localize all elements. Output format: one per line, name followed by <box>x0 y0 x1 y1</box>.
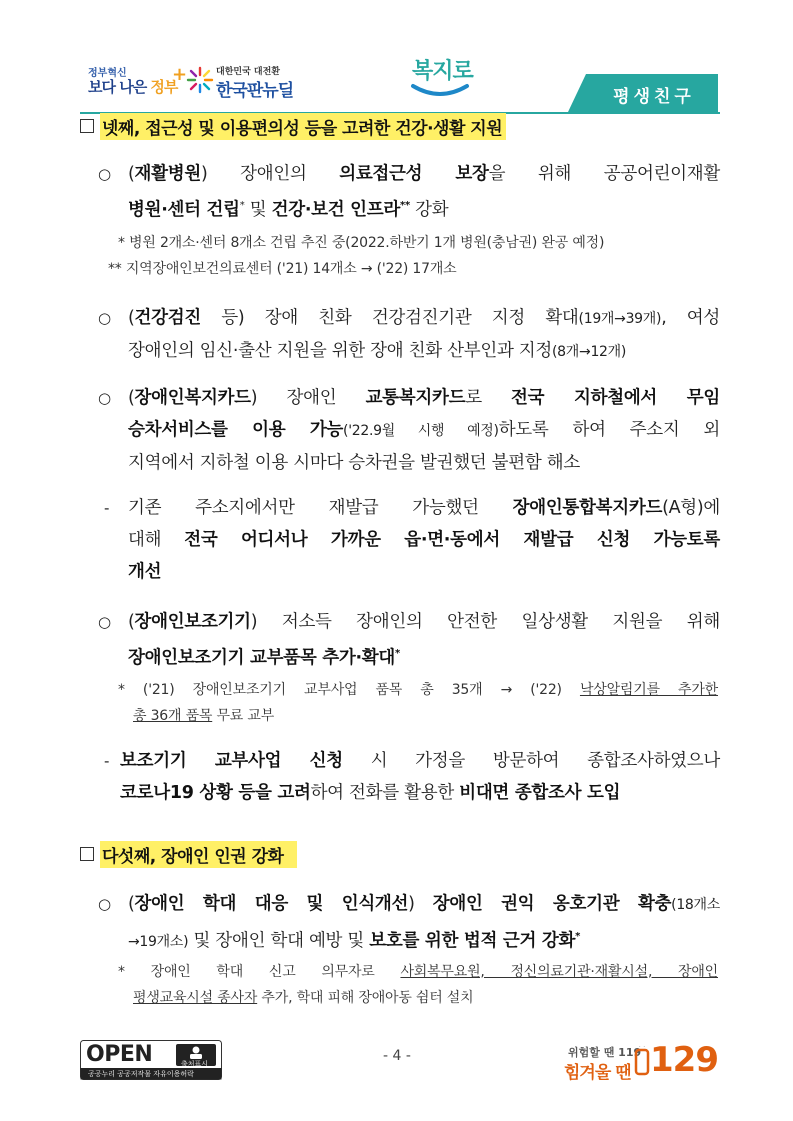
open-license-badge: OPEN 출처표시 공공누리 공공저작물 자유이용허락 <box>80 1040 222 1080</box>
item-welfare-card: ○ (장애인복지카드) 장애인 교통복지카드로 전국 지하철에서 무임 승차서비스를 이용 가능('22.9월 시행 예정)하도록 하여 주소지 외 지역에서 지하철 이용 시마다 승차권을 발권했던 불편함 해소 <box>98 388 721 473</box>
note-devices: * ('21) 장애인보조기기 교부사업 품목 총 35개 → ('22) 낙상알림기를 추가한 총 36개 품목 무료 교부 <box>118 682 718 724</box>
note-hospital-centers: * 병원 2개소·센터 8개소 건립 추진 중(2022.하반기 1개 병원(충남권) 완공 예정) <box>118 235 605 251</box>
bokjiro-logo: 복지로 <box>408 52 478 102</box>
smile-curve-icon <box>410 82 470 100</box>
korean-new-deal-logo: 대한민국 대전환 한국판뉴딜 <box>186 62 298 98</box>
section-heading-4: 넷째, 접근성 및 이용편의성 등을 고려한 건강·생활 지원 <box>80 112 506 140</box>
checkbox-icon <box>80 119 94 133</box>
item-rehab-hospital: ○ (재활병원) 장애인의 의료접근성 보장을 위해 공공어린이재활 병원·센터 건립* 및 건강·보건 인프라** 강화 <box>98 164 720 220</box>
item-assistive-devices: ○ (장애인보조기기) 저소득 장애인의 안전한 일상생활 지원을 위해 장애인보조기기 교부품목 추가·확대* <box>98 612 720 668</box>
phone-icon <box>634 1046 650 1076</box>
item-abuse-response: ○ (장애인 학대 대응 및 인식개선) 장애인 권익 옹호기관 확충(18개소 →19개소) 및 장애인 학대 예방 및 보호를 위한 법적 근거 강화* <box>98 894 720 951</box>
gov-innovation-logo: 정부혁신 보다 나은 정부 + <box>88 64 188 96</box>
subitem-card-reissue: - 기존 주소지에서만 재발급 가능했던 장애인통합복지카드(A형)에 대해 전국 어디서나 가까운 읍·면·동에서 재발급 신청 가능토록 개선 <box>104 498 720 582</box>
note-abuse: * 장애인 학대 신고 의무자로 사회복무요원, 정신의료기관·재활시설, 장애인 평생교육시설 종사자 추가, 학대 피해 장애아동 쉼터 설치 <box>118 964 718 1006</box>
sparkle-icon <box>186 66 214 94</box>
note-health-centers: ** 지역장애인보건의료센터 ('21) 14개소 → ('22) 17개소 <box>108 261 457 277</box>
checkbox-icon <box>80 847 94 861</box>
plus-icon: + <box>172 64 188 85</box>
section-heading-5: 다섯째, 장애인 인권 강화 <box>80 840 297 868</box>
hotline-129-logo: 위험할 땐 119 힘겨울 땐 129 <box>564 1040 718 1083</box>
subitem-remote-assessment: - 보조기기 교부사업 신청 시 가정을 방문하여 종합조사하였으나 코로나19 상황 등을 고려하여 전화를 활용한 비대면 종합조사 도입 <box>104 751 720 803</box>
item-health-checkup: ○ (건강검진 등) 장애 친화 건강검진기관 지정 확대(19개→39개), 여성 장애인의 임신·출산 지원을 위한 장애 친화 산부인과 지정(8개→12개) <box>98 308 720 361</box>
page-number: - 4 - <box>383 1048 411 1064</box>
lifelong-friend-banner: 평생친구 <box>568 74 718 112</box>
